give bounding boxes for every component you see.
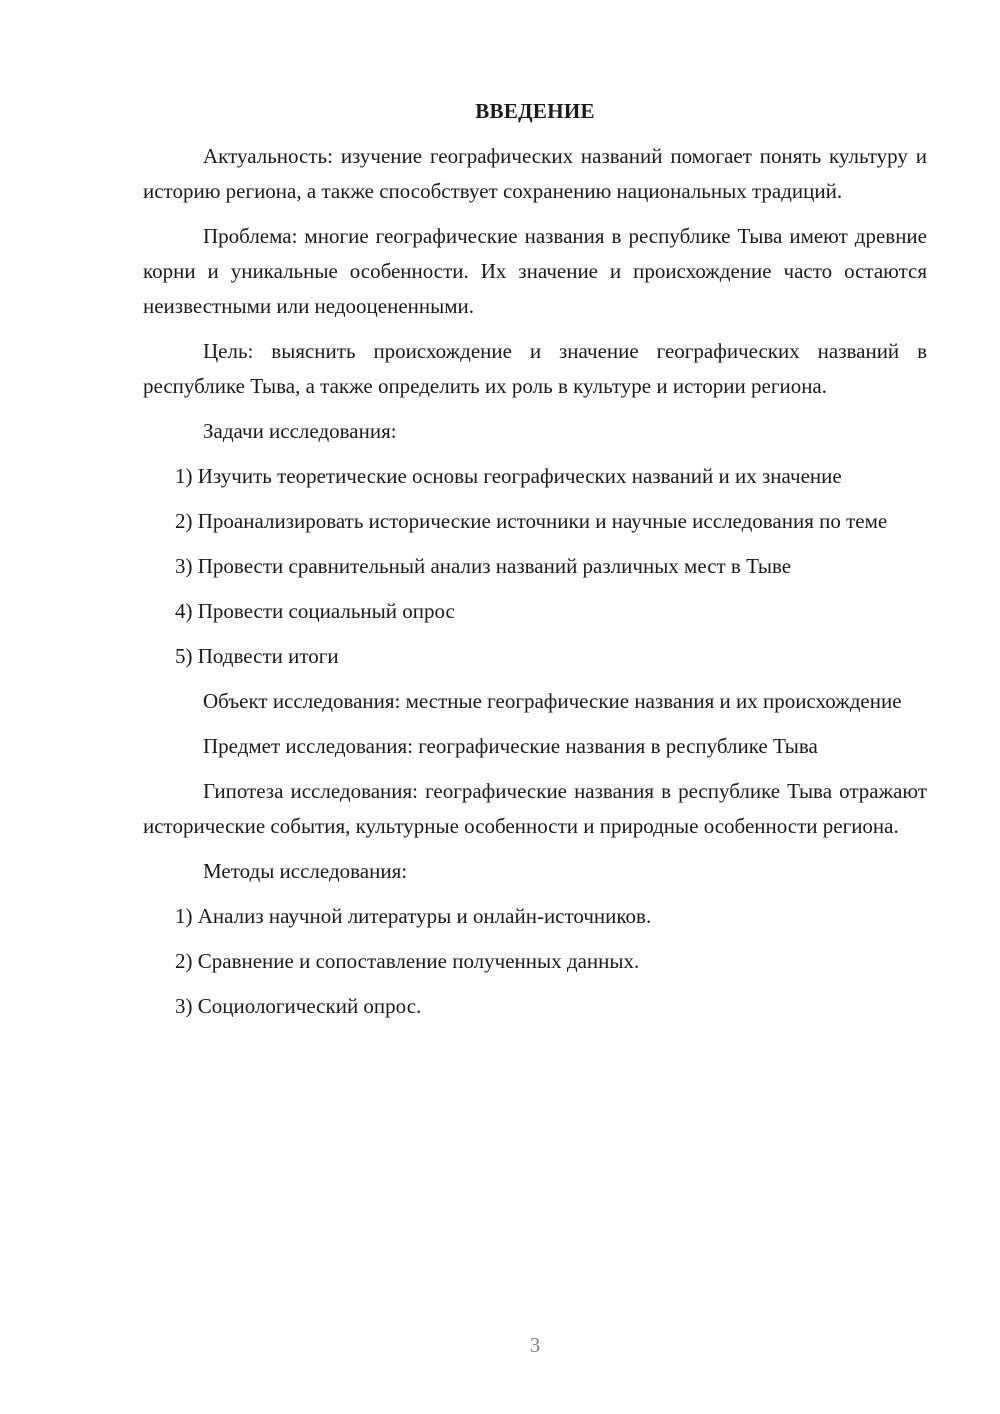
page-number: 3 <box>529 1333 541 1357</box>
method-item: 2) Сравнение и сопоставление полученных данных. <box>175 949 640 973</box>
hypothesis-paragraph: Гипотеза исследования: географические названия в республике Тыва отражают исторические события, культурные особенности и природные особенности региона. <box>143 779 927 838</box>
method-item: 1) Анализ научной литературы и онлайн-источников. <box>175 904 652 928</box>
task-item: 2) Проанализировать исторические источники и научные исследования по теме <box>175 509 888 533</box>
relevance-paragraph: Актуальность: изучение географических названий помогает понять культуру и историю региона, а также способствует сохранению национальных традиций. <box>143 144 927 203</box>
task-item: 4) Провести социальный опрос <box>175 599 455 623</box>
method-item: 3) Социологический опрос. <box>175 994 422 1018</box>
task-item: 5) Подвести итоги <box>175 644 339 668</box>
subject-paragraph: Предмет исследования: географические названия в республике Тыва <box>203 734 818 758</box>
section-title: ВВЕДЕНИЕ <box>475 99 595 123</box>
task-item: 1) Изучить теоретические основы географических названий и их значение <box>175 464 842 488</box>
object-paragraph: Объект исследования: местные географические названия и их происхождение <box>203 689 902 713</box>
problem-paragraph: Проблема: многие географические названия в республике Тыва имеют древние корни и уникальные особенности. Их значение и происхождение часто остаются неизвестными или недооцененными. <box>143 224 927 318</box>
methods-heading: Методы исследования: <box>203 859 408 883</box>
goal-paragraph: Цель: выяснить происхождение и значение географических названий в республике Тыва, а также определить их роль в культуре и истории региона. <box>143 339 927 398</box>
document-page <box>143 94 927 1034</box>
tasks-heading: Задачи исследования: <box>203 419 397 443</box>
task-item: 3) Провести сравнительный анализ названий различных мест в Тыве <box>175 554 792 578</box>
